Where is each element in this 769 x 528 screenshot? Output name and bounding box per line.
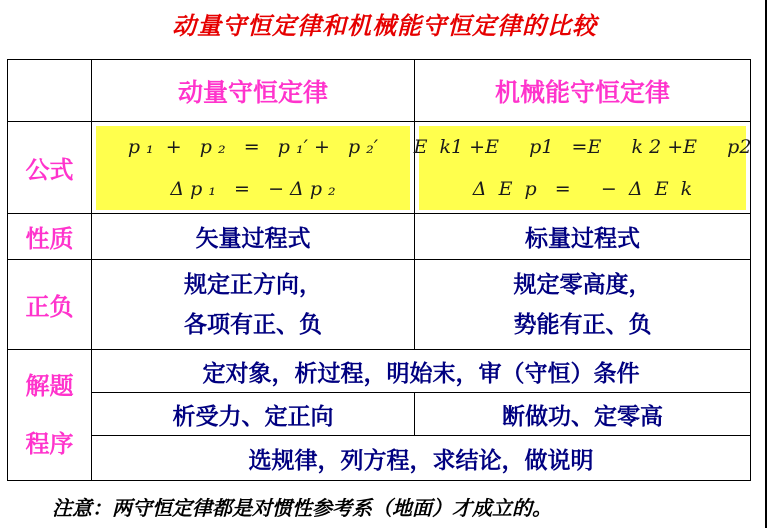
comparison-table xyxy=(7,59,751,481)
formula-row xyxy=(8,122,751,214)
column-header-energy: 机械能守恒定律 xyxy=(415,60,751,122)
energy-formula-cell xyxy=(415,122,751,214)
momentum-formula-line-2: Δ p ₁ = − Δ p ₂ xyxy=(170,177,336,200)
momentum-formula-cell xyxy=(92,122,415,214)
energy-formula-line-2: Δ E p = − Δ E k xyxy=(472,177,693,200)
momentum-formula-highlight xyxy=(96,126,410,210)
procedure-row-3 xyxy=(8,436,751,481)
energy-formula-line-1: E k1 +E p1 =E k 2 +E p2 xyxy=(413,135,752,158)
procedure-row-2 xyxy=(8,393,751,436)
nature-row xyxy=(8,214,751,260)
procedure-label-line-1: 解题 xyxy=(25,372,74,400)
energy-nature-cell: 标量过程式 xyxy=(415,214,751,260)
procedure-step-1: 定对象，析过程，明始末，审（守恒）条件 xyxy=(92,350,751,393)
sign-row xyxy=(8,260,751,350)
right-edge-rule xyxy=(765,0,767,528)
procedure-row-1 xyxy=(8,350,751,393)
row-label-sign: 正负 xyxy=(8,260,92,350)
energy-sign-line-2: 势能有正、负 xyxy=(513,311,652,338)
footer-note: 注意：两守恒定律都是对惯性参考系（地面）才成立的。 xyxy=(52,496,552,520)
momentum-sign-line-1: 规定正方向， xyxy=(184,271,322,298)
procedure-step-3: 选规律，列方程，求结论，做说明 xyxy=(92,436,751,481)
corner-cell xyxy=(8,60,92,122)
header-row xyxy=(8,60,751,122)
momentum-sign-cell xyxy=(92,260,415,350)
energy-sign-cell xyxy=(415,260,751,350)
row-label-nature: 性质 xyxy=(8,214,92,260)
momentum-sign-line-2: 各项有正、负 xyxy=(184,311,322,338)
momentum-formula-line-1: p ₁ + p ₂ = p ₁′ + p ₂′ xyxy=(127,135,379,158)
energy-formula-highlight xyxy=(413,126,752,210)
row-label-formula: 公式 xyxy=(8,122,92,214)
procedure-step-2-energy: 断做功、定零高 xyxy=(415,393,751,436)
energy-sign-line-1: 规定零高度， xyxy=(513,271,652,298)
row-label-procedure xyxy=(8,350,92,481)
procedure-step-2-momentum: 析受力、定正向 xyxy=(92,393,415,436)
momentum-nature-cell: 矢量过程式 xyxy=(92,214,415,260)
column-header-momentum: 动量守恒定律 xyxy=(92,60,415,122)
page-title: 动量守恒定律和机械能守恒定律的比较 xyxy=(172,11,597,40)
procedure-label-line-2: 程序 xyxy=(25,430,74,458)
